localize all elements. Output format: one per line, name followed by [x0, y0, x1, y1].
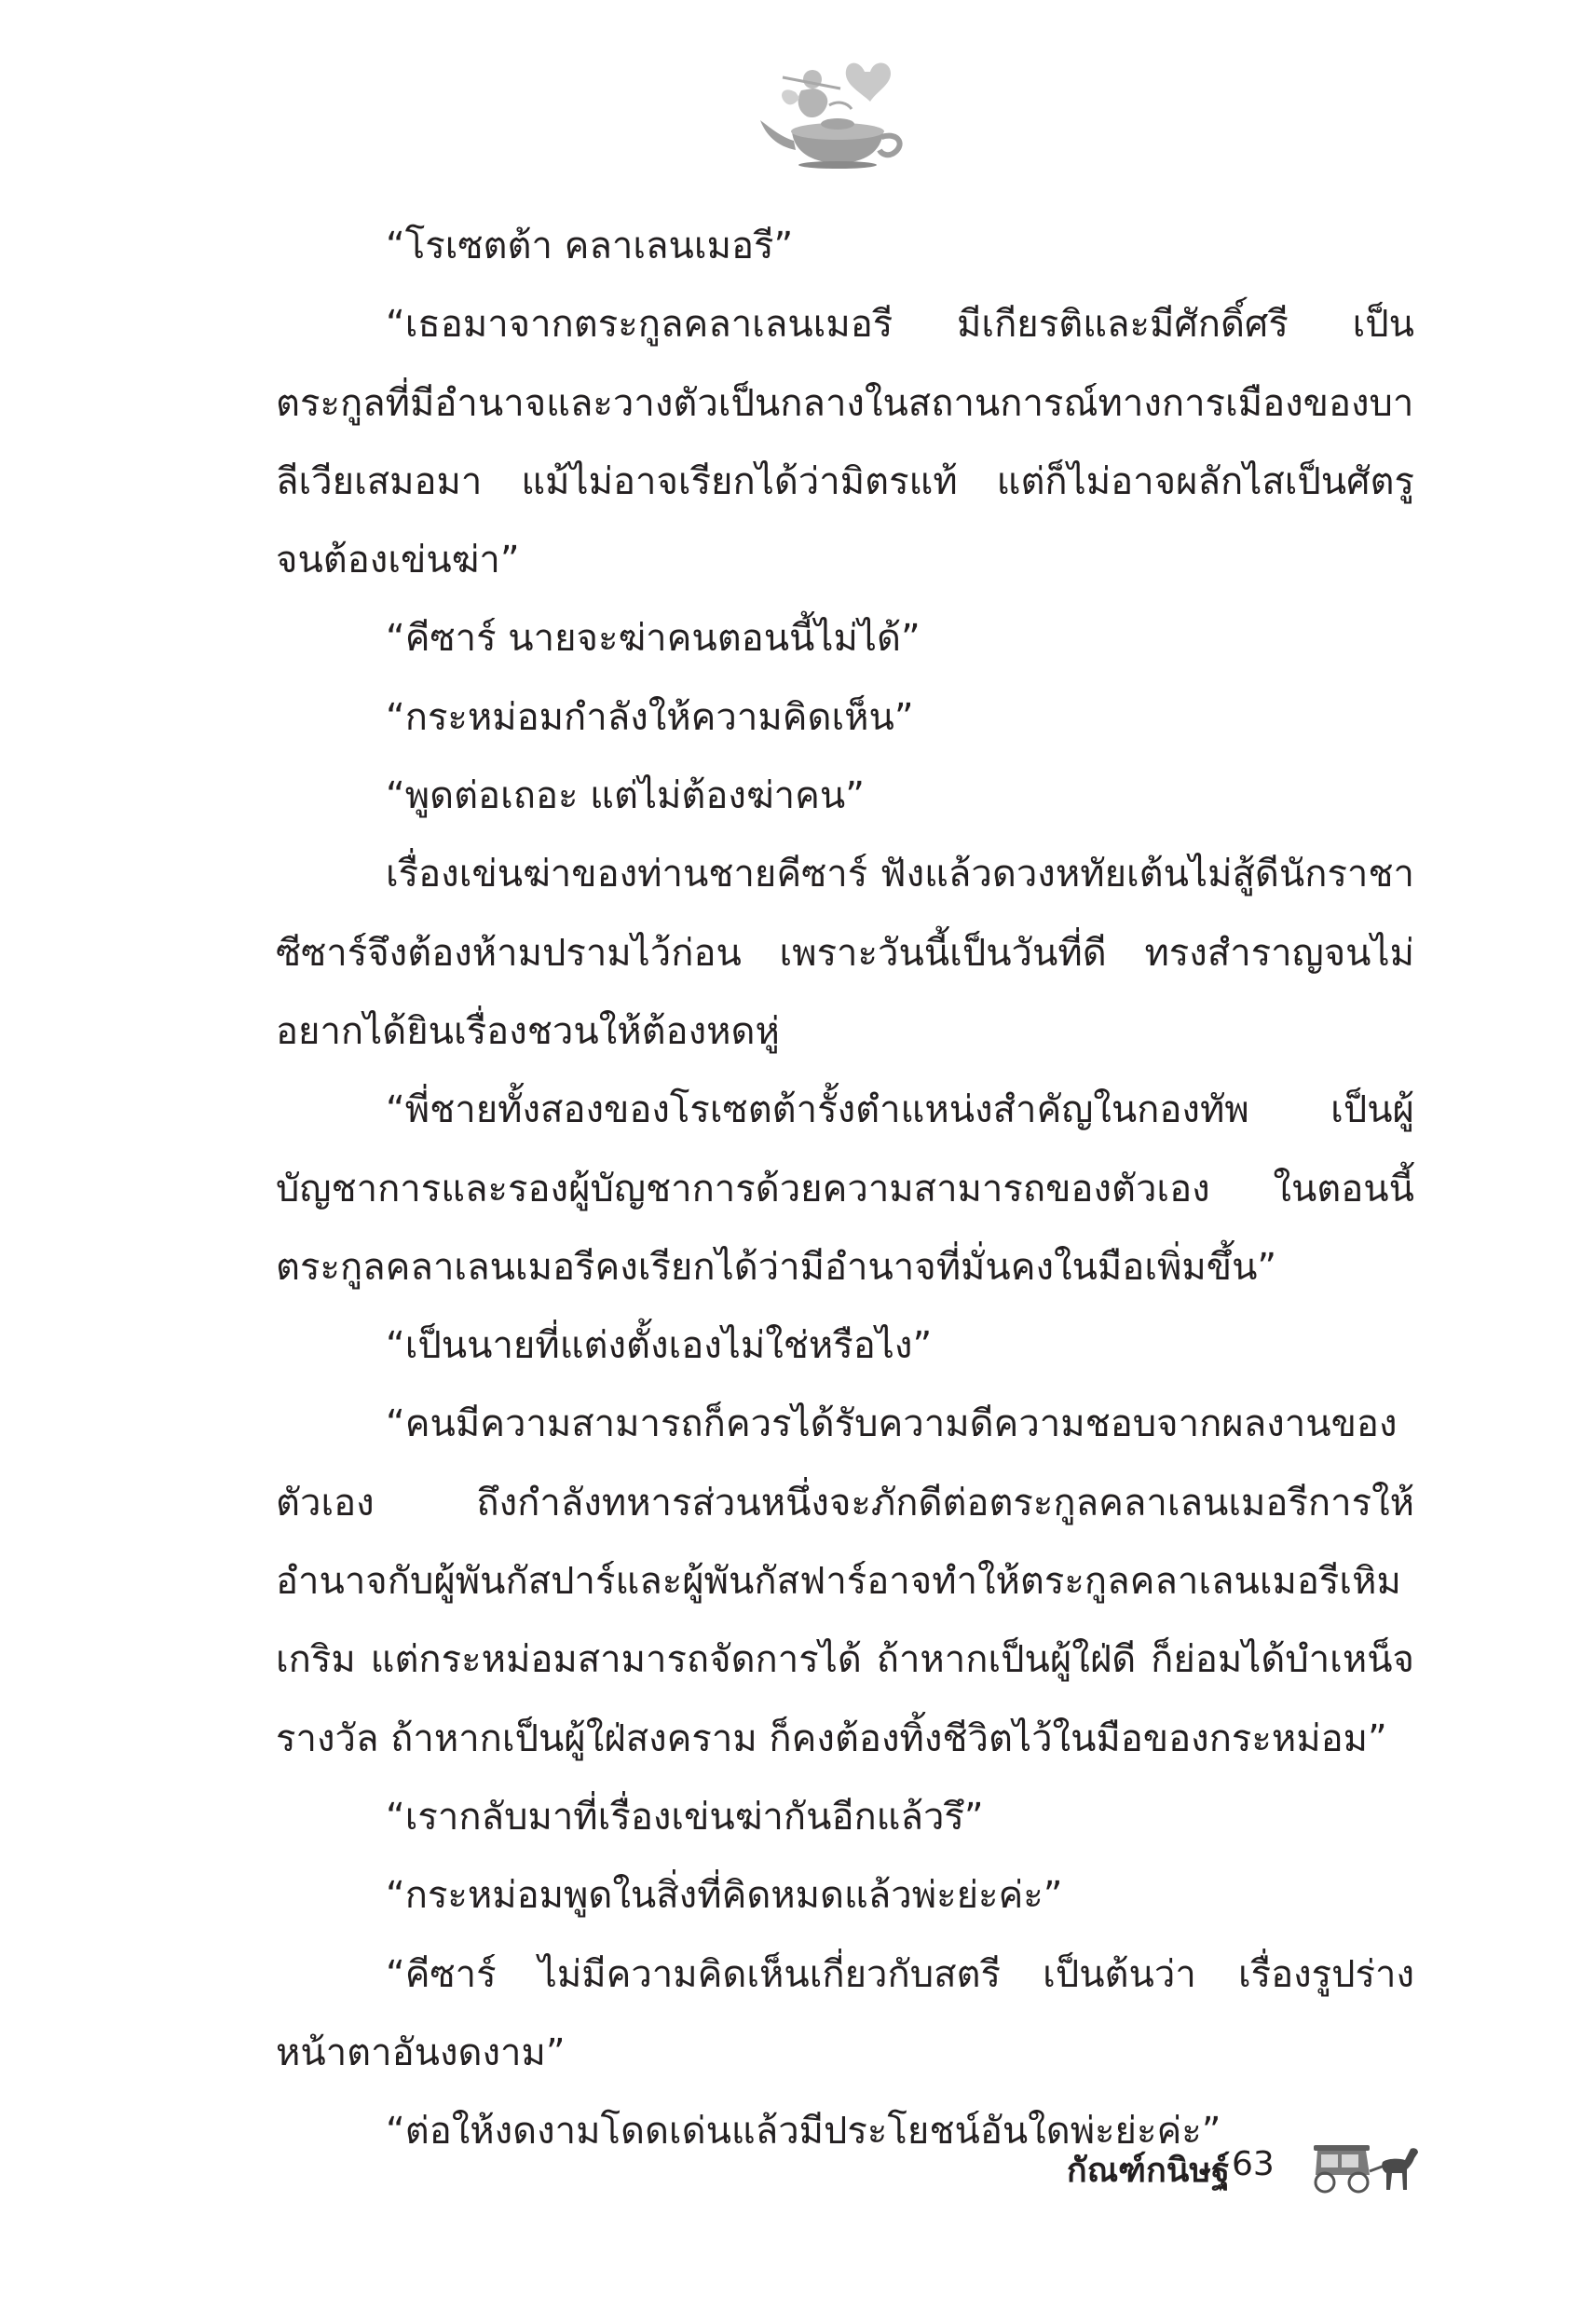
paragraph: “ต่อให้งดงามโดดเด่นแล้วมีประโยชน์อันใดพ่ะย่ะค่ะ”	[386, 2110, 1221, 2154]
horse-carriage-icon	[1310, 2138, 1422, 2194]
paragraph: “โรเซตต้า คลาเลนเมอรี”	[386, 225, 794, 267]
author-name: กัณฑ์กนิษฐ์	[1066, 2152, 1230, 2190]
paragraph: “เรากลับมาที่เรื่องเข่นฆ่ากันอีกแล้วรึ”	[386, 1795, 984, 1839]
paragraph: “พี่ชายทั้งสองของโรเซตต้ารั้งตำแหน่งสำคัญในกองทัพ เป็นผู้บัญชาการและรองผู้บัญชาการด้วยความสามารถของตัวเอง ในตอนนี้ตระกูลคลาเลนเมอรีคงเรียกได้ว่ามีอำนาจที่มั่นคงในมือเพิ่มขึ้น”	[276, 1088, 1414, 1289]
paragraph: “เธอมาจากตระกูลคลาเลนเมอรี มีเกียรติและมีศักดิ์ศรี เป็นตระกูลที่มีอำนาจและวางตัวเป็นกลางในสถานการณ์ทางการเมืองของบาลีเวียเสมอมา แม้ไม่อาจเรียกได้ว่ามิตรแท้ แต่ก็ไม่อาจผลักไสเป็นศัตรู จนต้องเข่นฆ่า”	[276, 303, 1414, 582]
body-text	[276, 207, 1414, 2170]
paragraph: “กระหม่อมกำลังให้ความคิดเห็น”	[386, 695, 914, 739]
paragraph: “เป็นนายที่แต่งตั้งเองไม่ใช่หรือไง”	[386, 1324, 933, 1368]
paragraph: “คนมีความสามารถก็ควรได้รับความดีความชอบจากผลงานของตัวเอง ถึงกำลังทหารส่วนหนึ่งจะภักดีต่อตระกูลคลาเลนเมอรีการให้อำนาจกับผู้พันกัสปาร์และผู้พันกัสฟาร์อาจทำให้ตระกูลคลาเลนเมอรีเหิมเกริม แต่กระหม่อมสามารถจัดการได้ ถ้าหากเป็นผู้ใฝ่ดี ก็ย่อมได้บำเหน็จรางวัล ถ้าหากเป็นผู้ใฝ่สงคราม ก็คงต้องทิ้งชีวิตไว้ในมือของกระหม่อม”	[276, 1402, 1414, 1760]
cupid-teapot-ornament-icon	[755, 51, 913, 172]
paragraph: เรื่องเข่นฆ่าของท่านชายคีซาร์ ฟังแล้วดวงหทัยเต้นไม่สู้ดีนักราชาซีซาร์จึงต้องห้ามปรามไว้ก่อน เพราะวันนี้เป็นวันที่ดี ทรงสำราญจนไม่อยากได้ยินเรื่องชวนให้ต้องหดหู่	[276, 853, 1414, 1053]
paragraph: “คีซาร์ ไม่มีความคิดเห็นเกี่ยวกับสตรี เป็นต้นว่า เรื่องรูปร่างหน้าตาอันงดงาม”	[276, 1952, 1414, 2074]
page-footer	[1034, 2134, 1425, 2208]
paragraph: “คีซาร์ นายจะฆ่าคนตอนนี้ไม่ได้”	[386, 617, 921, 661]
page-number: 63	[1232, 2145, 1275, 2183]
paragraph: “พูดต่อเถอะ แต่ไม่ต้องฆ่าคน”	[386, 774, 865, 818]
paragraph: “กระหม่อมพูดในสิ่งที่คิดหมดแล้วพ่ะย่ะค่ะ”	[386, 1874, 1063, 1918]
